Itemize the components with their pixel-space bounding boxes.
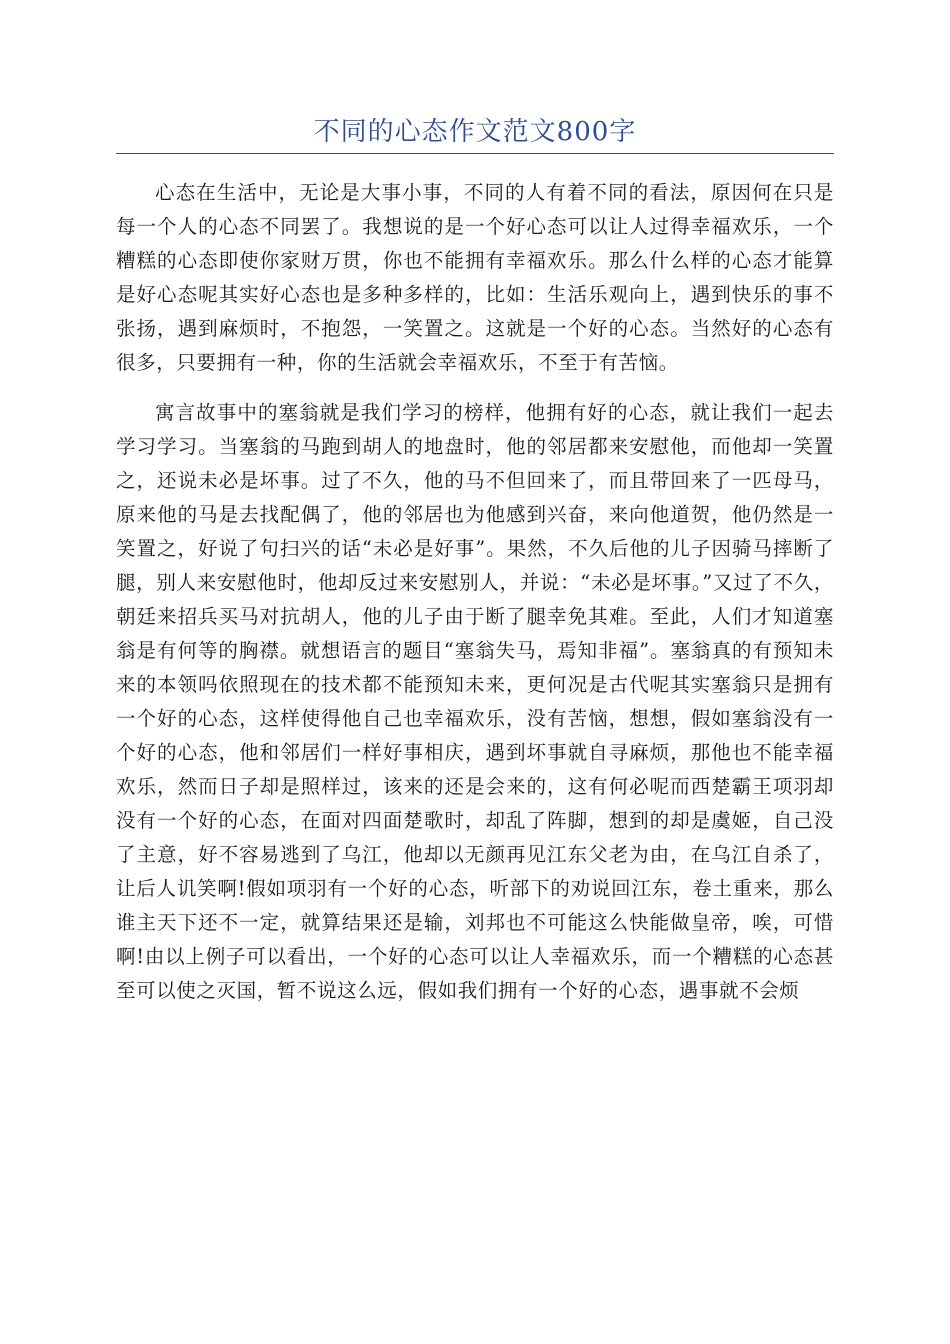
paragraph-1: 心态在生活中，无论是大事小事，不同的人有着不同的看法，原因何在只是每一个人的心态不同罢了。我想说的是一个好心态可以让人过得幸福欢乐，一个糟糕的心态即使你家财万贯，你也不能拥有幸福欢乐。那么什么样的心态才能算是好心态呢其实好心态也是多种多样的，比如：生活乐观向上，遇到快乐的事不张扬，遇到麻烦时，不抱怨，一笑置之。这就是一个好的心态。当然好的心态有很多，只要拥有一种，你的生活就会幸福欢乐，不至于有苦恼。 — [116, 181, 834, 374]
document-body — [116, 176, 834, 1024]
title-underline — [116, 153, 834, 154]
page-title: 不同的心态作文范文800字 — [313, 117, 637, 147]
paragraph-2: 寓言故事中的塞翁就是我们学习的榜样，他拥有好的心态，就让我们一起去学习学习。当塞翁的马跑到胡人的地盘时，他的邻居都来安慰他，而他却一笑置之，还说未必是坏事。过了不久，他的马不但回来了，而且带回来了一匹母马，原来他的马是去找配偶了，他的邻居也为他感到兴奋，来向他道贺，他仍然是一笑置之，好说了句扫兴的话“未必是好事”。果然，不久后他的儿子因骑马摔断了腿，别人来安慰他时，他却反过来安慰别人，并说：“未必是坏事。”又过了不久，朝廷来招兵买马对抗胡人，他的儿子由于断了腿幸免其难。至此，人们才知道塞翁是有何等的胸襟。就想语言的题目“塞翁失马，焉知非福”。塞翁真的有预知未来的本领吗依照现在的技术都不能预知未来，更何况是古代呢其实塞翁只是拥有一个好的心态，这样使得他自己也幸福欢乐，没有苦恼，想想，假如塞翁没有一个好的心态，他和邻居们一样好事相庆，遇到坏事就自寻麻烦，那他也不能幸福欢乐，然而日子却是照样过，该来的还是会来的，这有何必呢而西楚霸王项羽却没有一个好的心态，在面对四面楚歌时，却乱了阵脚，想到的却是虞姬，自己没了主意，好不容易逃到了乌江，他却以无颜再见江东父老为由，在乌江自杀了，让后人讥笑啊!假如项羽有一个好的心态，听部下的劝说回江东，卷土重来，那么谁主天下还不一定，就算结果还是输，刘邦也不可能这么快能做皇帝，唉，可惜啊!由以上例子可以看出，一个好的心态可以让人幸福欢乐，而一个糟糕的心态甚至可以使之灭国，暂不说这么远，假如我们拥有一个好的心态，遇事就不会烦 — [116, 401, 834, 1002]
